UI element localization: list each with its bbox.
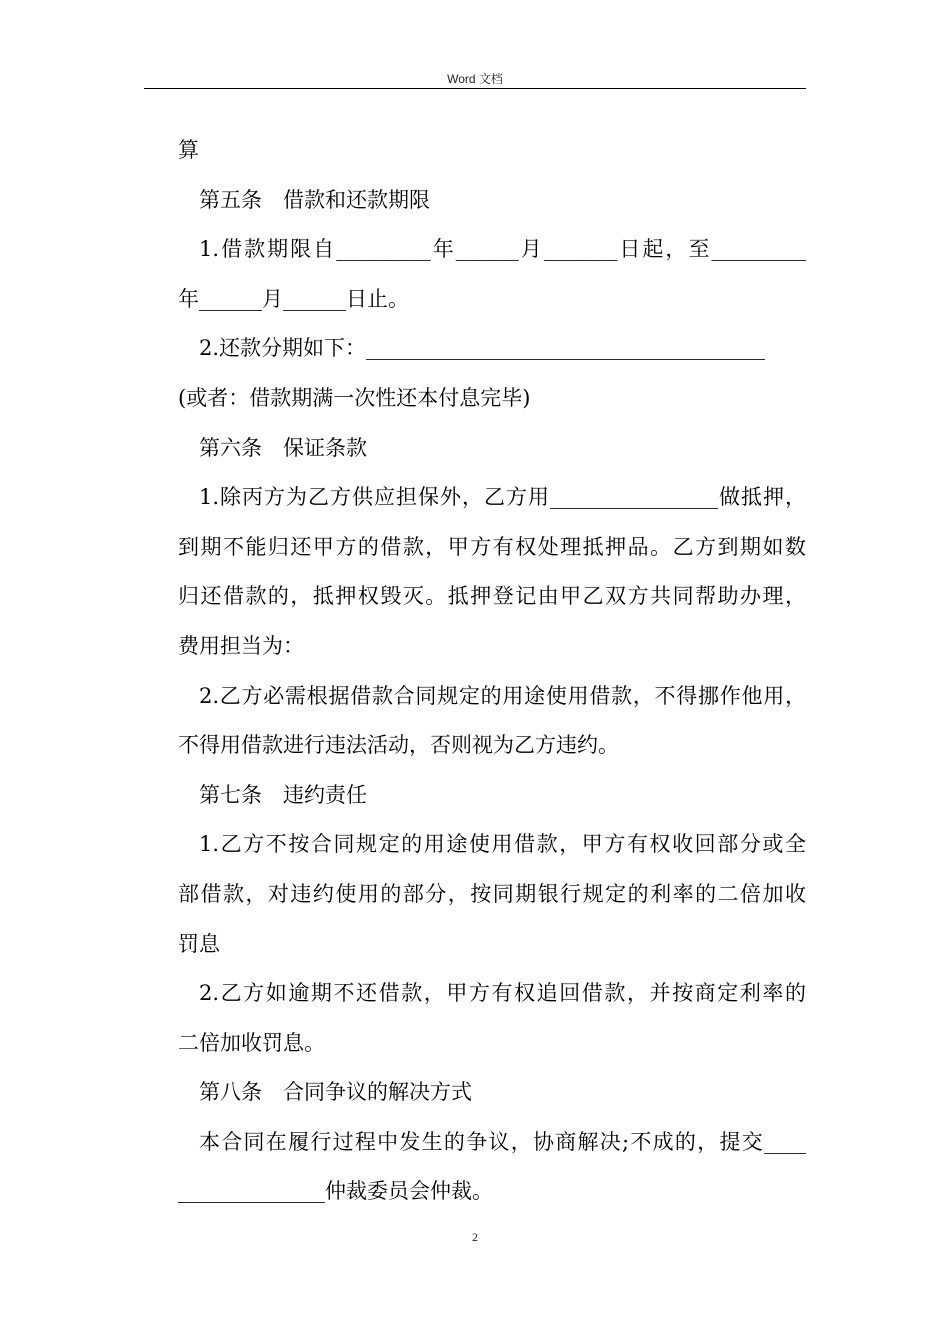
text-line: 归还借款的，抵押权毁灭。抵押登记由甲乙双方共同帮助办理， [178,584,806,609]
page-header: Word 文档 [447,72,503,86]
text-line: 费用担当为： [178,633,304,658]
text-line: 1.乙方不按合同规定的用途使用借款，甲方有权收回部分或全 [199,832,806,857]
text-line: 不得用借款进行违法活动，否则视为乙方违约。 [178,733,619,758]
section-heading-8: 第八条 合同争议的解决方式 [199,1080,472,1105]
page-number: 2 [472,1230,478,1244]
text-line: 部借款，对违约使用的部分，按同期银行规定的利率的二倍加收 [178,881,806,906]
text-line: 年______月______日止。 [178,286,409,311]
text-line: 2.还款分期如下：______________________________________ [199,336,766,361]
document-body [178,126,806,1217]
text-line: 2.乙方必需根据借款合同规定的用途使用借款，不得挪作他用， [199,683,806,708]
text-line: ______________仲裁委员会仲裁。 [178,1179,493,1204]
header-divider [144,88,806,89]
text-line: (或者：借款期满一次性还本付息完毕) [178,385,531,410]
text-line: 到期不能归还甲方的借款，甲方有权处理抵押品。乙方到期如数 [178,534,806,559]
section-heading-6: 第六条 保证条款 [199,435,367,460]
text-line: 1.借款期限自_________年______月_______日起，至_________ [199,237,806,262]
section-heading-7: 第七条 违约责任 [199,782,367,807]
section-heading-5: 第五条 借款和还款期限 [199,187,430,212]
text-line: 1.除丙方为乙方供应担保外，乙方用________________做抵押， [199,485,806,510]
text-line: 算 [178,138,199,162]
text-line: 2.乙方如逾期不还借款，甲方有权追回借款，并按商定利率的 [199,981,806,1006]
text-line: 本合同在履行过程中发生的争议，协商解决;不成的，提交____ [199,1129,806,1154]
text-line: 二倍加收罚息。 [178,1030,325,1055]
text-line: 罚息 [178,931,220,956]
